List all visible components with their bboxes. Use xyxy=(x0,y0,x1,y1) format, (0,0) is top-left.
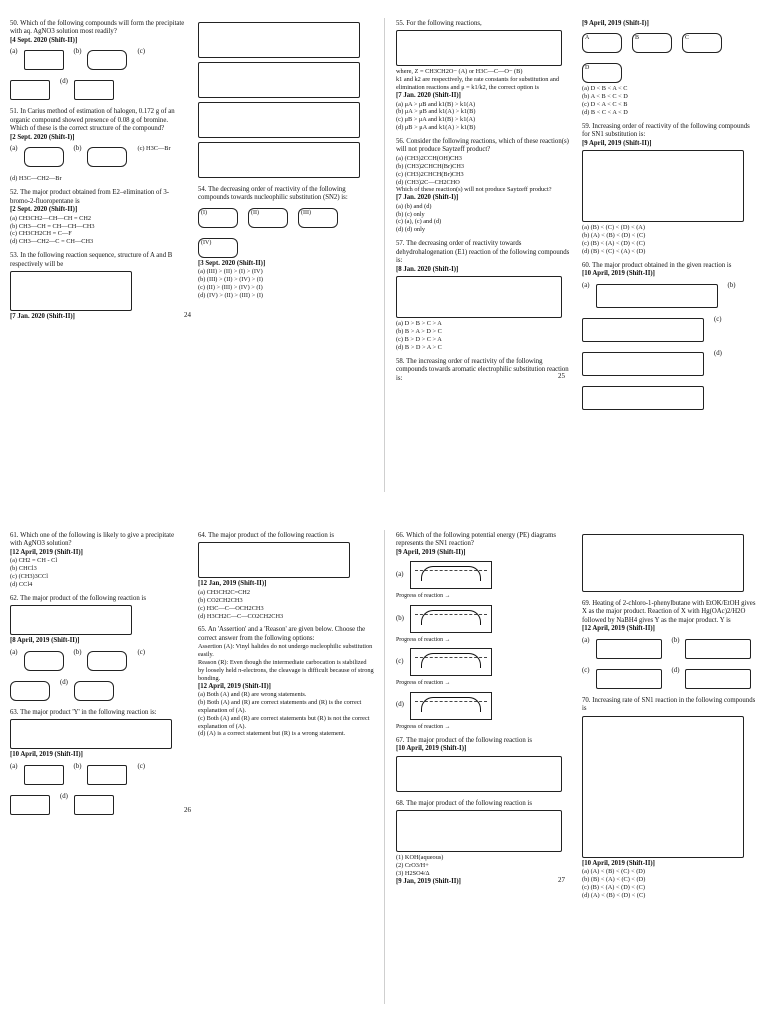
spread-divider xyxy=(384,18,385,492)
q55-meta: [7 Jan. 2020 (Shift-II)] xyxy=(396,92,461,100)
q55-note: k1 and k2 are respectively, the rate constants for substitution and elimination reactions and μ = k1/k2, the correct option is xyxy=(396,76,560,92)
structure-image xyxy=(74,795,114,815)
q65-answer-b: (b) Both (A) and (R) are correct statements and (R) is the correct explanation of (A). xyxy=(198,699,362,714)
page-number-27: 27 xyxy=(558,875,565,884)
structure-image xyxy=(10,681,50,701)
q63-opt-b: (b) xyxy=(73,762,82,770)
structure-image xyxy=(74,80,114,100)
structure-image xyxy=(198,208,238,228)
structure-image xyxy=(248,208,288,228)
q66-axis-label-b: Progress of reaction → xyxy=(396,636,451,643)
q61-answer-a: (a) CH2 = CH - Cl xyxy=(10,557,58,565)
q56-answer-c: (c) (a), (c) and (d) xyxy=(396,218,442,226)
structure-image xyxy=(685,669,751,689)
q66-axis-label-d: Progress of reaction → xyxy=(396,723,451,730)
structure-grid xyxy=(582,716,744,858)
q60-meta: [10 April, 2019 (Shift-II)] xyxy=(582,270,655,278)
top-right-col-1 xyxy=(396,20,572,389)
pe-curve xyxy=(421,610,481,625)
page-number-24: 24 xyxy=(184,310,191,319)
spread-divider xyxy=(384,530,385,1004)
bottom-left-col-1 xyxy=(10,532,191,823)
q50 xyxy=(10,20,186,102)
structure-image xyxy=(682,33,722,53)
q57-text: 57. The decreasing order of reactivity towards dehydrohalogenation (E1) reaction of the following compounds is: xyxy=(396,240,570,265)
q56-question: Which of these reaction(s) will not produce Saytzeff product? xyxy=(396,186,552,194)
structure-image xyxy=(87,651,127,671)
bottom-page-spread xyxy=(0,512,768,1024)
q55-answer-d: (d) μB > μA and k1(A) > k1(B) xyxy=(396,124,476,132)
reaction-diagram xyxy=(198,542,350,578)
q70-answer-c: (c) (B) < (A) < (D) < (C) xyxy=(582,884,645,892)
structure-image xyxy=(10,795,50,815)
q50-opt-a: (a) xyxy=(10,48,18,56)
q54-label-1: (I) xyxy=(201,209,207,216)
q58-label-c: C xyxy=(685,35,690,42)
q69 xyxy=(582,600,758,691)
q55-answer-a: (a) μA > μB and k1(B) > k1(A) xyxy=(396,100,476,108)
structure-image xyxy=(596,284,718,308)
q63-options xyxy=(10,763,186,817)
q56 xyxy=(396,138,572,234)
q54 xyxy=(198,186,374,300)
top-left-col-2 xyxy=(198,20,374,306)
structure-image xyxy=(87,765,127,785)
pe-curve xyxy=(421,697,481,712)
q62-opt-d: (d) xyxy=(60,678,68,686)
structure-image xyxy=(87,147,127,167)
q64-answer-d: (d) H3CH2C—C—CO2CH2CH3 xyxy=(198,612,284,620)
q56-answer-d: (d) (d) only xyxy=(396,226,426,234)
q52 xyxy=(10,189,186,246)
q69-text: 69. Heating of 2-chloro-1-phenylbutane with EtOK/EtOH gives X as the major product. Reaction of X with Hg(OAc)2/H2O followed by NaBH4 gives Y as the major product. Y is xyxy=(582,600,756,624)
structure-image xyxy=(87,50,127,70)
top-right-col-2 xyxy=(582,20,758,418)
q65 xyxy=(198,626,374,738)
q66-meta: [9 April, 2019 (Shift-II)] xyxy=(396,548,466,556)
q70-meta: [10 April, 2019 (Shift-II)] xyxy=(582,859,655,867)
q57-answer-d: (d) B > D > A > C xyxy=(396,343,442,351)
q50-opt-d: (d) xyxy=(60,78,68,86)
structure-image xyxy=(582,33,622,53)
structure-image xyxy=(582,386,704,410)
q58-stem xyxy=(396,358,572,383)
structure-grid xyxy=(582,150,744,222)
reaction-diagram xyxy=(10,605,132,635)
q58-answer-d: (d) B < C < A < D xyxy=(582,109,628,117)
q54-label-2: (II) xyxy=(251,209,259,216)
q63-opt-d: (d) xyxy=(60,792,68,800)
q68 xyxy=(396,800,572,887)
q53-text: 53. In the following reaction sequence, structure of A and B respectively will be xyxy=(10,252,173,268)
q51-opt-b: (b) xyxy=(73,145,82,153)
q58-answer-b: (b) A < B < C < D xyxy=(582,93,628,101)
q63-text: 63. The major product 'Y' in the following reaction is: xyxy=(10,708,157,716)
structure-grid xyxy=(198,102,360,138)
q61-meta: [12 April, 2019 (Shift-II)] xyxy=(10,548,83,556)
structure-image xyxy=(632,33,672,53)
q58-text: 58. The increasing order of reactivity of the following compounds towards aromatic electrophilic substitution reaction is: xyxy=(396,357,569,382)
q51 xyxy=(10,108,186,183)
structure-image xyxy=(596,669,662,689)
q70 xyxy=(582,697,758,900)
pe-plot xyxy=(410,605,492,633)
q58-meta: [9 April, 2019 (Shift-I)] xyxy=(582,20,649,27)
q58-answer-c: (c) D < A < C < B xyxy=(582,101,628,109)
q68-reagent-3: (3) H2SO4/Δ xyxy=(396,870,430,878)
q56-item-b: (b) (CH3)2CHCH(Br)CH3 xyxy=(396,162,465,170)
q52-opt-c: (c) CH3CH2CH = C—F xyxy=(10,230,72,238)
q63-meta: [10 April, 2019 (Shift-II)] xyxy=(10,751,83,759)
q54-answer-a: (a) (III) > (II) > (I) > (IV) xyxy=(198,268,263,276)
structure-grid xyxy=(582,534,744,592)
pe-diagram-a xyxy=(396,561,572,589)
q60-opt-c: (c) xyxy=(714,315,722,323)
q60-options xyxy=(582,282,758,412)
q59-answer-a: (a) (B) < (C) < (D) < (A) xyxy=(582,224,645,232)
q50-text: 50. Which of the following compounds will form the precipitate with aq. AgNO3 solution most readily? xyxy=(10,20,185,36)
q64-text: 64. The major product of the following reaction is xyxy=(198,532,334,539)
structure-image xyxy=(582,318,704,342)
structure-image xyxy=(298,208,338,228)
q62-options xyxy=(10,649,186,703)
q66-axis-label-c: Progress of reaction → xyxy=(396,680,451,687)
q54-text: 54. The decreasing order of reactivity of the following compounds towards nucleophilic substitution (SN2) is: xyxy=(198,186,348,202)
q66-label-c: (c) xyxy=(396,657,404,665)
q65-reason: Reason (R): Even though the intermediate carbocation is stabilized by loosely held π-electrons, the cleavage is difficult because of strong bonding. xyxy=(198,659,374,682)
q51-opt-a: (a) xyxy=(10,145,18,153)
q62-opt-a: (a) xyxy=(10,648,18,656)
structure-image xyxy=(24,651,64,671)
q61-answer-d: (d) CCl4 xyxy=(10,581,33,589)
pe-diagram-d xyxy=(396,692,572,720)
q66 xyxy=(396,532,572,731)
q62-text: 62. The major product of the following reaction is xyxy=(10,594,146,602)
q54-answer-b: (b) (III) > (II) > (IV) > (I) xyxy=(198,276,264,284)
q55 xyxy=(396,20,572,132)
page-number-25: 25 xyxy=(558,372,565,381)
q68-reagent-2: (2) CrO3/H+ xyxy=(396,862,429,870)
q64-answer-b: (b) CO2CH2CH3 xyxy=(198,596,243,604)
structure-grid xyxy=(198,142,360,178)
q56-meta: [7 Jan. 2020 (Shift-I)] xyxy=(396,194,459,202)
q52-text: 52. The major product obtained from E2–elimination of 3-bromo-2-fluoropentane is xyxy=(10,189,169,205)
q54-answer-d: (d) (IV) > (II) > (III) > (I) xyxy=(198,292,264,300)
q69-opt-b: (b) xyxy=(671,636,680,644)
structure-image xyxy=(10,80,50,100)
q59-meta: [9 April, 2019 (Shift-II)] xyxy=(582,139,652,147)
q57-answer-c: (c) B > D > C > A xyxy=(396,335,442,343)
q59-answer-d: (d) (B) < (C) < (A) < (D) xyxy=(582,247,646,255)
q58-label-b: B xyxy=(635,35,640,42)
q67-text: 67. The major product of the following reaction is xyxy=(396,736,532,744)
q65-answer-a: (a) Both (A) and (R) are wrong statements. xyxy=(198,691,307,699)
q59 xyxy=(582,123,758,256)
pe-plot xyxy=(410,692,492,720)
q50-options xyxy=(10,48,186,102)
structure-image xyxy=(24,147,64,167)
q67 xyxy=(396,737,572,794)
q52-opt-b: (b) CH3—CH = CH—CH—CH3 xyxy=(10,222,95,230)
pe-plot xyxy=(410,561,492,589)
q60-opt-b: (b) xyxy=(727,281,736,289)
q69-opt-a: (a) xyxy=(582,636,590,644)
q50-opt-c: (c) xyxy=(137,48,146,56)
q65-text: 65. An 'Assertion' and a 'Reason' are given below. Choose the correct answer from the following options: xyxy=(198,626,366,642)
q56-item-a: (a) (CH3)2CCH(OH)CH3 xyxy=(396,154,462,162)
pe-curve xyxy=(421,566,481,581)
structure-image xyxy=(24,765,64,785)
q65-assertion: Assertion (A): Vinyl halides do not undergo nucleophilic substitution easily. xyxy=(198,643,373,659)
structure-grid xyxy=(198,62,360,98)
q70-answer-d: (d) (A) < (B) < (D) < (C) xyxy=(582,891,646,899)
q67-meta: [10 April, 2019 (Shift-I)] xyxy=(396,745,467,753)
q52-meta: [2 Sept. 2020 (Shift-II)] xyxy=(10,206,78,214)
q59-answer-b: (b) (A) < (B) < (D) < (C) xyxy=(582,232,646,240)
q56-answer-b: (b) (c) only xyxy=(396,210,425,218)
q65-answer-d: (d) (A) is a correct statement but (R) is a wrong statement. xyxy=(198,730,346,738)
structure-image xyxy=(685,639,751,659)
q54-answer-c: (c) (II) > (III) > (IV) > (I) xyxy=(198,284,263,292)
q54-label-3: (III) xyxy=(301,209,311,216)
q51-meta: [2 Sept. 2020 (Shift-I)] xyxy=(10,133,75,141)
q69-opt-c: (c) xyxy=(582,666,590,674)
q52-opt-a: (a) CH3CH2—CH—CH = CH2 xyxy=(10,214,92,222)
q56-text: 56. Consider the following reactions, which of these reaction(s) will not produce Saytzeff product? xyxy=(396,137,569,154)
q51-opt-c: (c) H3C—Br xyxy=(137,145,171,153)
q63-opt-a: (a) xyxy=(10,762,18,770)
bottom-right-col-1 xyxy=(396,532,572,892)
q66-text: 66. Which of the following potential energy (PE) diagrams represents the SN1 reaction? xyxy=(396,532,557,548)
q64-meta: [12 Jan, 2019 (Shift-II)] xyxy=(198,580,267,588)
q68-text: 68. The major product of the following reaction is xyxy=(396,799,532,807)
q58 xyxy=(582,20,758,117)
q64-answer-a: (a) CH3CH2C=CH2 xyxy=(198,588,251,596)
page-number-26: 26 xyxy=(184,806,191,815)
q52-opt-d: (d) CH3—CH2—C = CH—CH3 xyxy=(10,238,94,246)
q53-meta: [7 Jan. 2020 (Shift-II)] xyxy=(10,313,75,321)
q62-opt-b: (b) xyxy=(73,648,82,656)
q66-label-a: (a) xyxy=(396,571,404,579)
q59-text: 59. Increasing order of reactivity of the following compounds for SN1 substitution is: xyxy=(582,122,750,139)
q54-label-4: (IV) xyxy=(201,239,212,246)
q54-structures xyxy=(198,206,374,260)
q60-opt-a: (a) xyxy=(582,281,590,289)
q55-answer-c: (c) μB > μA and k1(B) > k1(A) xyxy=(396,116,476,124)
q62-opt-c: (c) xyxy=(137,648,146,656)
q53 xyxy=(10,252,186,321)
q68-reagent-1: (1) KOH(aqueous) xyxy=(396,854,444,862)
q58-structures xyxy=(582,31,758,85)
reaction-diagram xyxy=(10,271,132,311)
q57-answer-b: (b) B > A > D > C xyxy=(396,327,442,335)
structure-grid xyxy=(396,276,562,318)
reaction-diagram xyxy=(396,810,562,852)
structure-image xyxy=(198,238,238,258)
structure-grid xyxy=(396,756,562,792)
q63-opt-c: (c) xyxy=(137,762,146,770)
q54-meta: [3 Sept. 2020 (Shift-II)] xyxy=(198,259,266,267)
q62 xyxy=(10,595,186,703)
q58-label-d: D xyxy=(585,65,590,72)
q58-label-a: A xyxy=(585,35,590,42)
q55-where: where, Z = CH3CH2O− (A) or H3C—C—O− (B) xyxy=(396,68,523,76)
structure-grid xyxy=(198,22,360,58)
q62-meta: [8 April, 2019 (Shift-II)] xyxy=(10,637,80,645)
q51-options xyxy=(10,145,186,183)
structure-image xyxy=(582,63,622,83)
q51-text: 51. In Carius method of estimation of halogen, 0.172 g of an organic compound showed presence of 0.08 g of bromine. Which of these is the correct structure of the compound? xyxy=(10,108,175,133)
q57-meta: [8 Jan. 2020 (Shift-I)] xyxy=(396,265,459,273)
structure-image xyxy=(582,352,704,376)
q60-text: 60. The major product obtained in the given reaction is xyxy=(582,261,732,269)
q64 xyxy=(198,532,374,620)
q56-item-c: (c) (CH3)2CHCH(Br)CH3 xyxy=(396,170,464,178)
bottom-right-col-2 xyxy=(582,532,758,906)
q65-meta: [12 April, 2019 (Shift-II)] xyxy=(198,682,271,690)
q69-options xyxy=(582,637,758,691)
q66-label-b: (b) xyxy=(396,614,404,622)
q61-answer-b: (b) CHCl3 xyxy=(10,565,37,573)
pe-curve xyxy=(421,653,481,668)
q56-item-d: (d) (CH3)2C—CH2CHO xyxy=(396,178,460,186)
q63 xyxy=(10,709,186,817)
q57 xyxy=(396,240,572,351)
q60-opt-d: (d) xyxy=(714,349,722,357)
pe-diagram-b xyxy=(396,605,572,633)
q68-options xyxy=(582,532,758,594)
structure-image xyxy=(596,639,662,659)
q61-text: 61. Which one of the following is likely to give a precipitate with AgNO3 solution? xyxy=(10,532,175,548)
q70-text: 70. Increasing rate of SN1 reaction in the following compounds is xyxy=(582,696,756,713)
q68-meta: [9 Jan, 2019 (Shift-II)] xyxy=(396,877,461,885)
q61-answer-c: (c) (CH3)3CCl xyxy=(10,573,48,581)
q51-opt-d: (d) H3C—CH2—Br xyxy=(10,175,62,183)
top-left-col-1 xyxy=(10,20,191,328)
bottom-left-col-2 xyxy=(198,532,374,744)
q66-label-d: (d) xyxy=(396,701,404,709)
q58-answer-a: (a) D < B < A < C xyxy=(582,85,628,93)
q70-answer-a: (a) (A) < (B) < (C) < (D) xyxy=(582,868,645,876)
pe-plot xyxy=(410,648,492,676)
q59-answer-c: (c) (B) < (A) < (D) < (C) xyxy=(582,240,645,248)
q69-opt-d: (d) xyxy=(671,666,680,674)
reaction-diagram xyxy=(396,30,562,66)
q53-options xyxy=(198,20,374,180)
q64-answer-c: (c) H3C—C—OCH2CH3 xyxy=(198,604,264,612)
q69-meta: [12 April, 2019 (Shift-II)] xyxy=(582,625,655,633)
q65-answer-c: (c) Both (A) and (R) are correct statements but (R) is not the correct explanation of (A). xyxy=(198,714,370,730)
structure-image xyxy=(24,50,64,70)
reaction-diagram xyxy=(10,719,172,749)
pe-diagram-c xyxy=(396,648,572,676)
q70-answer-b: (b) (B) < (A) < (C) < (D) xyxy=(582,876,646,884)
q50-meta: [4 Sept. 2020 (Shift-II)] xyxy=(10,36,78,44)
q57-answer-a: (a) D > B > C > A xyxy=(396,320,442,328)
q55-text: 55. For the following reactions, xyxy=(396,20,482,27)
q60 xyxy=(582,262,758,412)
q50-opt-b: (b) xyxy=(73,48,82,56)
q55-answer-b: (b) μA > μB and k1(A) > k1(B) xyxy=(396,108,476,116)
structure-image xyxy=(74,681,114,701)
q66-axis-label-a: Progress of reaction → xyxy=(396,593,451,600)
q61 xyxy=(10,532,186,589)
q56-answer-a: (a) (b) and (d) xyxy=(396,202,432,210)
